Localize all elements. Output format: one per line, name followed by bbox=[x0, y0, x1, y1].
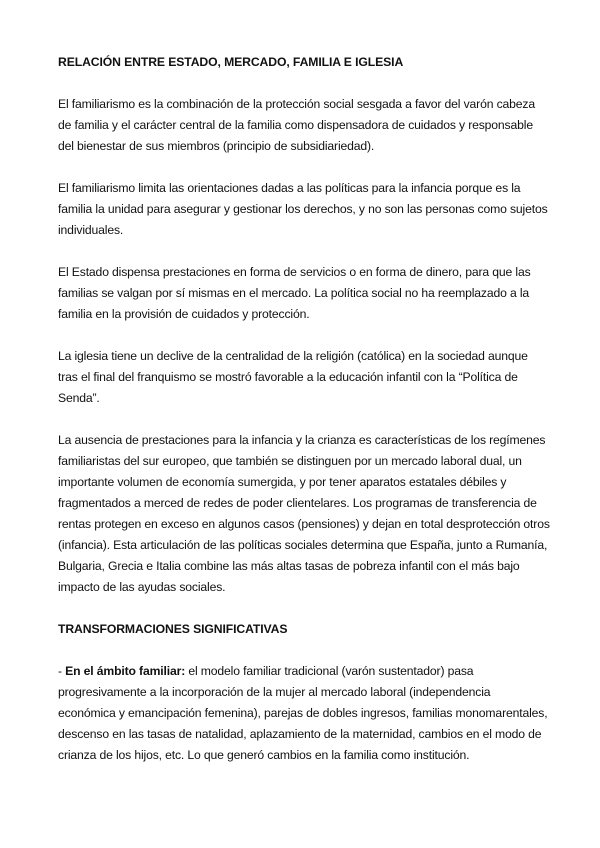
list-item-label: En el ámbito familiar: bbox=[65, 664, 186, 678]
list-item-text: el modelo familiar tradicional (varón sustentador) pasa progresivamente a la incorporación de la mujer al mercado laboral (independencia económica y emancipación femenina), parejas de dobles ingresos, familias monomarentales, descenso en las tasas de natalidad, aplazamiento de la maternidad, cambios en el modo de crianza de los hijos, etc. Lo que generó cambios en la familia como institución. bbox=[58, 664, 548, 762]
section-heading-relacion: RELACIÓN ENTRE ESTADO, MERCADO, FAMILIA E IGLESIA bbox=[58, 55, 404, 69]
document-page bbox=[58, 52, 550, 766]
section-heading-transformaciones: TRANSFORMACIONES SIGNIFICATIVAS bbox=[58, 622, 288, 636]
paragraph-familiarismo-limita: El familiarismo limita las orientaciones dadas a las políticas para la infancia porque es la familia la unidad para asegurar y gestionar los derechos, y no son las personas como sujetos individuales. bbox=[58, 181, 548, 237]
paragraph-familiarismo-definicion: El familiarismo es la combinación de la protección social sesgada a favor del varón cabeza de familia y el carácter central de la familia como dispensadora de cuidados y responsable del bienestar de sus miembros (principio de subsidiariedad). bbox=[58, 97, 535, 153]
paragraph-ausencia-prestaciones: La ausencia de prestaciones para la infancia y la crianza es características de los regímenes familiaristas del sur europeo, que también se distinguen por un mercado laboral dual, un importante volumen de economía sumergida, y por tener aparatos estatales débiles y fragmentados a merced de redes de poder clientelares. Los programas de transferencia de rentas protegen en exceso en algunos casos (pensiones) y dejan en total desprotección otros (infancia). Esta articulación de las políticas sociales determina que España, junto a Rumanía, Bulgaria, Grecia e Italia combine las más altas tasas de pobreza infantil con el más bajo impacto de las ayudas sociales. bbox=[58, 433, 550, 594]
paragraph-estado: El Estado dispensa prestaciones en forma de servicios o en forma de dinero, para que las familias se valgan por sí mismas en el mercado. La política social no ha reemplazado a la familia en la provisión de cuidados y protección. bbox=[58, 265, 531, 321]
list-item-prefix: - bbox=[58, 664, 66, 678]
paragraph-iglesia: La iglesia tiene un declive de la centralidad de la religión (católica) en la sociedad aunque tras el final del franquismo se mostró favorable a la educación infantil con la “Política de Senda”. bbox=[58, 349, 528, 405]
list-item-ambito-familiar bbox=[58, 661, 550, 766]
